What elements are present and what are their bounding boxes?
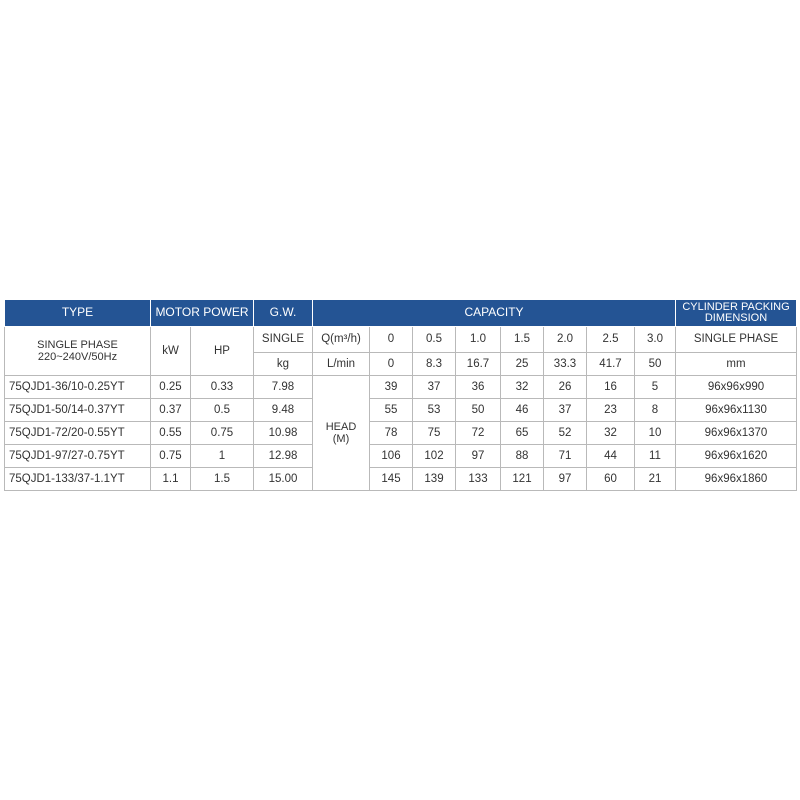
head-cell: 37 (544, 399, 587, 422)
head-cell: 11 (635, 445, 676, 468)
gw-cell: 7.98 (254, 376, 313, 399)
head-cell: 75 (413, 422, 456, 445)
model-cell: 75QJD1-133/37-1.1YT (5, 468, 151, 491)
head-cell: 55 (370, 399, 413, 422)
q-value: 1.0 (456, 327, 501, 353)
head-cell: 21 (635, 468, 676, 491)
gw-cell: 15.00 (254, 468, 313, 491)
q-value: 1.5 (501, 327, 544, 353)
gw-cell: 12.98 (254, 445, 313, 468)
kw-cell: 0.75 (151, 445, 191, 468)
l-value: 16.7 (456, 353, 501, 376)
head-cell: 5 (635, 376, 676, 399)
head-cell: 139 (413, 468, 456, 491)
l-value: 0 (370, 353, 413, 376)
l-value: 8.3 (413, 353, 456, 376)
voltage-label: 220~240V/50Hz (37, 351, 118, 363)
q-value: 3.0 (635, 327, 676, 353)
hp-cell: 1 (191, 445, 254, 468)
head-cell: 72 (456, 422, 501, 445)
dimension-cell: 96x96x1620 (676, 445, 797, 468)
head-cell: 10 (635, 422, 676, 445)
gw-cell: 10.98 (254, 422, 313, 445)
hp-cell: 1.5 (191, 468, 254, 491)
table-row (5, 376, 797, 399)
subheader-row-q (5, 327, 797, 353)
cylinder-packing-header: CYLINDER PACKING DIMENSION (676, 300, 797, 327)
l-value: 50 (635, 353, 676, 376)
model-cell: 75QJD1-36/10-0.25YT (5, 376, 151, 399)
table-row (5, 399, 797, 422)
l-value: 25 (501, 353, 544, 376)
q-value: 2.0 (544, 327, 587, 353)
head-unit: (M) (332, 433, 350, 445)
q-value: 0.5 (413, 327, 456, 353)
hp-cell: 0.33 (191, 376, 254, 399)
head-cell: 16 (587, 376, 635, 399)
head-cell: 50 (456, 399, 501, 422)
head-cell: 52 (544, 422, 587, 445)
dimension-cell: 96x96x1370 (676, 422, 797, 445)
q-unit-label: Q(m³/h) (313, 327, 370, 353)
kw-cell: 1.1 (151, 468, 191, 491)
kw-cell: 0.55 (151, 422, 191, 445)
head-cell: 53 (413, 399, 456, 422)
l-value: 41.7 (587, 353, 635, 376)
head-cell: 60 (587, 468, 635, 491)
header-row (5, 300, 797, 327)
head-label-cell (313, 376, 370, 491)
pump-spec-table (4, 299, 797, 491)
motor-power-header: MOTOR POWER (151, 300, 254, 327)
gw-single-label: SINGLE (254, 327, 313, 353)
head-cell: 44 (587, 445, 635, 468)
head-cell: 39 (370, 376, 413, 399)
kw-label: kW (151, 327, 191, 376)
dimension-cell: 96x96x1130 (676, 399, 797, 422)
capacity-header: CAPACITY (313, 300, 676, 327)
l-unit-label: L/min (313, 353, 370, 376)
model-cell: 75QJD1-50/14-0.37YT (5, 399, 151, 422)
kw-cell: 0.25 (151, 376, 191, 399)
gw-header: G.W. (254, 300, 313, 327)
head-cell: 121 (501, 468, 544, 491)
hp-cell: 0.5 (191, 399, 254, 422)
head-cell: 78 (370, 422, 413, 445)
head-cell: 102 (413, 445, 456, 468)
head-cell: 46 (501, 399, 544, 422)
kw-cell: 0.37 (151, 399, 191, 422)
pack-unit-label: mm (676, 353, 797, 376)
head-cell: 32 (587, 422, 635, 445)
dimension-cell: 96x96x990 (676, 376, 797, 399)
head-label: HEAD (325, 420, 357, 433)
phase-label: SINGLE PHASE (37, 338, 118, 351)
head-cell: 65 (501, 422, 544, 445)
head-cell: 37 (413, 376, 456, 399)
model-cell: 75QJD1-97/27-0.75YT (5, 445, 151, 468)
l-value: 33.3 (544, 353, 587, 376)
head-cell: 36 (456, 376, 501, 399)
hp-cell: 0.75 (191, 422, 254, 445)
head-cell: 23 (587, 399, 635, 422)
head-cell: 97 (456, 445, 501, 468)
gw-unit-label: kg (254, 353, 313, 376)
hp-label: HP (191, 327, 254, 376)
table-row (5, 445, 797, 468)
table-row (5, 422, 797, 445)
head-cell: 71 (544, 445, 587, 468)
pack-phase-label: SINGLE PHASE (676, 327, 797, 353)
head-cell: 88 (501, 445, 544, 468)
head-cell: 106 (370, 445, 413, 468)
head-cell: 145 (370, 468, 413, 491)
head-cell: 97 (544, 468, 587, 491)
phase-cell (5, 327, 151, 376)
dimension-cell: 96x96x1860 (676, 468, 797, 491)
gw-cell: 9.48 (254, 399, 313, 422)
type-header: TYPE (5, 300, 151, 327)
q-value: 0 (370, 327, 413, 353)
q-value: 2.5 (587, 327, 635, 353)
model-cell: 75QJD1-72/20-0.55YT (5, 422, 151, 445)
head-cell: 133 (456, 468, 501, 491)
head-cell: 26 (544, 376, 587, 399)
head-cell: 32 (501, 376, 544, 399)
head-cell: 8 (635, 399, 676, 422)
table-row (5, 468, 797, 491)
